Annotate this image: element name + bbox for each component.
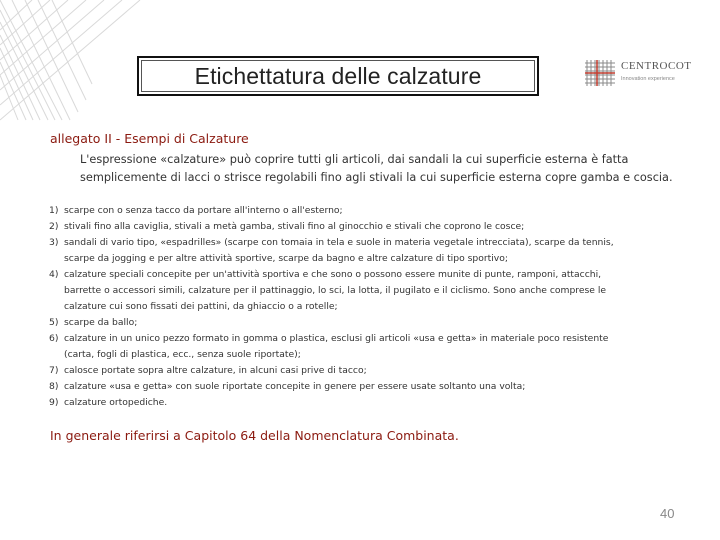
list-item-number: 2) — [49, 221, 59, 232]
list-item — [49, 395, 689, 411]
list-item — [49, 203, 689, 219]
list-item — [49, 235, 689, 267]
intro-line-1: L'espressione «calzature» può coprire tutti gli articoli, dai sandali la cui superficie esterna è fatta — [80, 153, 629, 166]
list-item-line: calzature «usa e getta» con suole riportate concepite in genere per essere usate soltanto una volta; — [64, 381, 526, 392]
list-item-text — [64, 203, 689, 219]
list-item-line: calzature speciali concepite per un'attività sportiva e che sono o possono essere munite di punte, ramponi, attacchi, — [64, 269, 602, 280]
list-item — [49, 379, 689, 395]
list-item-text — [64, 235, 689, 267]
conclusion-note: In generale riferirsi a Capitolo 64 della Nomenclatura Combinata. — [50, 428, 459, 443]
list-item-line: sandali di vario tipo, «espadrilles» (scarpe con tomaia in tela e suole in materia vegetale intrecciata), scarpe da tennis, — [64, 237, 614, 248]
page-number: 40 — [660, 506, 675, 521]
list-item — [49, 315, 689, 331]
logo-tagline: Innovation experience — [621, 76, 675, 82]
list-item-line: (carta, fogli di plastica, ecc., senza suole riportate); — [64, 349, 301, 360]
list-item-line: scarpe con o senza tacco da portare all'interno o all'esterno; — [64, 205, 343, 216]
slide-title: Etichettatura delle calzature — [194, 62, 482, 89]
list-item-text — [64, 379, 689, 395]
list-item-text — [64, 315, 689, 331]
list-item-line: barrette o accessori simili, calzature per il pattinaggio, lo sci, la lotta, il pugilato e il ciclismo. Sono anche comprese le — [64, 285, 607, 296]
list-item-line: calzature in un unico pezzo formato in gomma o plastica, esclusi gli articoli «usa e getta» in materiale poco resistente — [64, 333, 609, 344]
centrocot-logo — [584, 57, 694, 89]
list-item-line: scarpe da ballo; — [64, 317, 138, 328]
section-heading: allegato II - Esempi di Calzature — [50, 131, 249, 146]
list-item — [49, 219, 689, 235]
list-item-line: calosce portate sopra altre calzature, in alcuni casi prive di tacco; — [64, 365, 367, 376]
list-item — [49, 267, 689, 315]
list-item-number: 7) — [49, 365, 59, 376]
logo-name: CENTROCOT — [621, 60, 692, 72]
logo-mark-icon — [584, 57, 618, 89]
list-item-line: stivali fino alla caviglia, stivali a metà gamba, stivali fino al ginocchio e stivali che coprono le cosce; — [64, 221, 525, 232]
intro-line-2: semplicemente di lacci o strisce regolabili fino agli stivali la cui superficie esterna copre gamba e coscia. — [80, 171, 673, 184]
list-item-text — [64, 395, 689, 411]
list-item-number: 1) — [49, 205, 59, 216]
list-item — [49, 363, 689, 379]
list-item-number: 3) — [49, 237, 59, 248]
list-item-number: 5) — [49, 317, 59, 328]
list-item-text — [64, 363, 689, 379]
list-item-number: 6) — [49, 333, 59, 344]
list-item-number: 9) — [49, 397, 59, 408]
list-item-text — [64, 331, 689, 363]
footwear-examples-list — [49, 203, 689, 411]
list-item-number: 8) — [49, 381, 59, 392]
intro-paragraph — [80, 151, 695, 187]
list-item — [49, 331, 689, 363]
list-item-text — [64, 219, 689, 235]
list-item-number: 4) — [49, 269, 59, 280]
title-box — [137, 56, 539, 96]
list-item-line: calzature cui sono fissati dei pattini, da ghiaccio o a rotelle; — [64, 301, 338, 312]
list-item-line: scarpe da jogging e per altre attività sportive, scarpe da bagno e altre calzature di tipo sportivo; — [64, 253, 508, 264]
list-item-text — [64, 267, 689, 315]
list-item-line: calzature ortopediche. — [64, 397, 168, 408]
